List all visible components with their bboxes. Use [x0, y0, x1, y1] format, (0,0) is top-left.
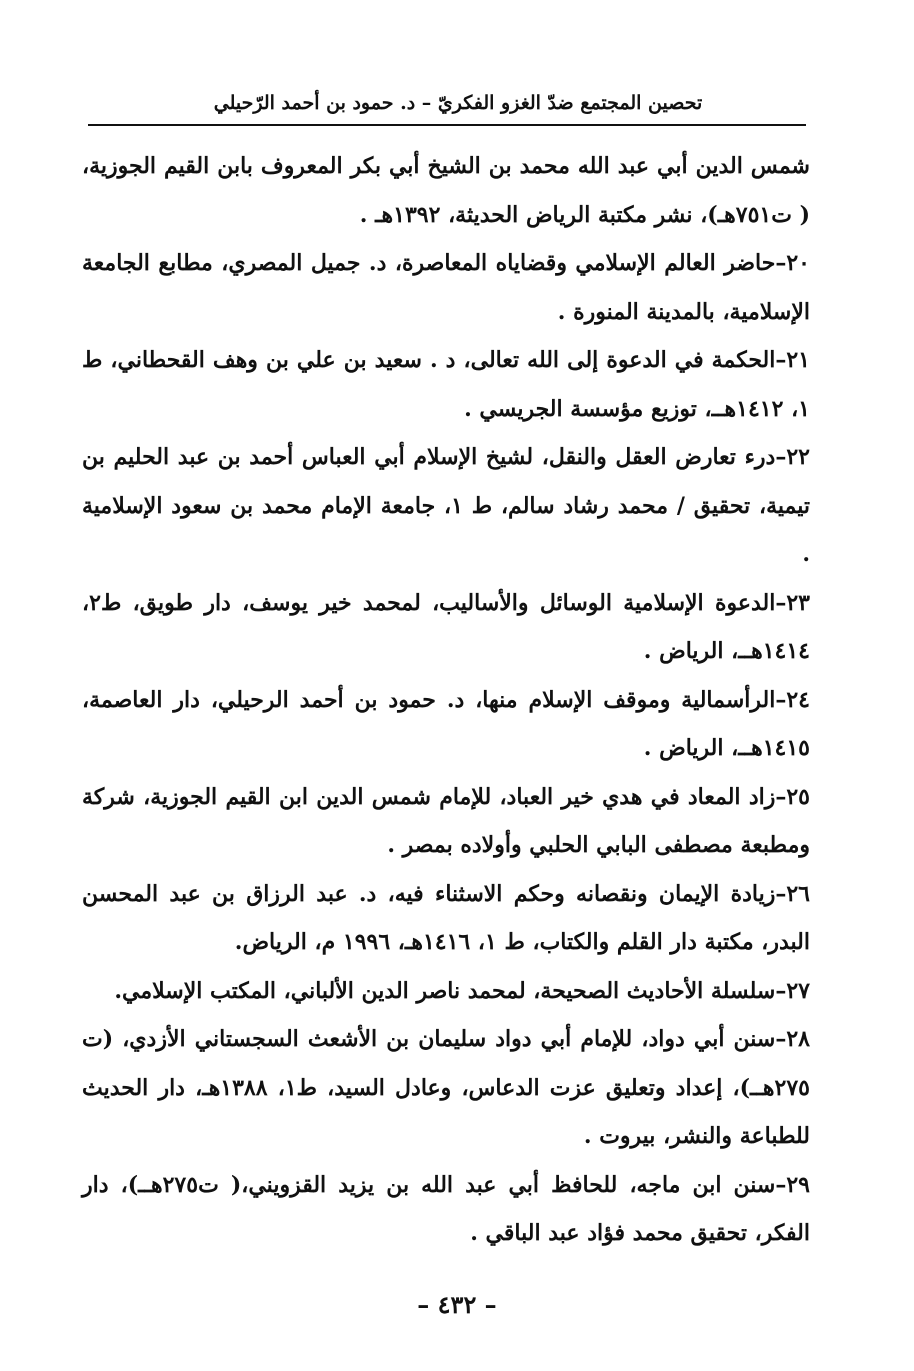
- entry-text: –الدعوة الإسلامية الوسائل والأساليب، لمحمد خير يوسف، دار طويق، ط٢، ١٤١٤هــ، الرياض .: [82, 589, 810, 664]
- entry-number: ٢٦: [786, 880, 810, 907]
- entry-text: –الحكمة في الدعوة إلى الله تعالى، د . سعيد بن علي بن وهف القحطاني، ط ١، ١٤١٢هــ، توزيع مؤسسة الجريسي .: [82, 347, 810, 422]
- bibliography-entry: [82, 142, 810, 239]
- header-divider: [88, 124, 806, 126]
- entry-number: ٢١: [786, 347, 810, 373]
- entry-number: ٢٢: [786, 444, 810, 470]
- entry-number: ٢٧: [786, 977, 810, 1004]
- bibliography-entry: [82, 870, 810, 967]
- running-header: تحصين المجتمع ضدّ الغزو الفكريّ – د. حمود بن أحمد الرّحيلي: [213, 92, 703, 114]
- entry-text: –حاضر العالم الإسلامي وقضاياه المعاصرة، د. جميل المصري، مطابع الجامعة الإسلامية، بالمدينة المنورة .: [82, 250, 810, 325]
- entry-text: –سنن ابن ماجه، للحافظ أبي عبد الله بن يزيد القزويني،( ت٢٧٥هــ)، دار الفكر، تحقيق محمد فؤاد عبد الباقي .: [82, 1171, 810, 1246]
- bibliography-entry: [82, 579, 810, 676]
- entry-text: –زيادة الإيمان ونقصانه وحكم الاسثناء فيه، د. عبد الرزاق بن عبد المحسن البدر، مكتبة دار القلم والكتاب، ط ١، ١٤١٦هـ، ١٩٩٦ م، الرياض.: [82, 880, 810, 955]
- bibliography-entry: [82, 239, 810, 336]
- bibliography-entry: [82, 773, 810, 870]
- bibliography-list: [82, 142, 810, 1258]
- bibliography-entry: [82, 1161, 810, 1258]
- bibliography-entry: [82, 1015, 810, 1161]
- entry-number: ٢٣: [786, 589, 810, 616]
- entry-text: –الرأسمالية وموقف الإسلام منها، د. حمود بن أحمد الرحيلي، دار العاصمة، ١٤١٥هــ، الرياض .: [82, 686, 810, 761]
- bibliography-entry: [82, 676, 810, 773]
- entry-number: ٢٠: [786, 250, 810, 276]
- bibliography-entry: [82, 433, 810, 579]
- entry-text: –درء تعارض العقل والنقل، لشيخ الإسلام أبي العباس أحمد بن عبد الحليم بن تيمية، تحقيق / محمد رشاد سالم، ط ١، جامعة الإمام محمد بن سعود الإسلامية .: [82, 444, 810, 567]
- entry-number: ٢٥: [786, 783, 810, 810]
- entry-number: ٢٩: [786, 1171, 810, 1198]
- entry-number: ٢٨: [786, 1026, 810, 1052]
- entry-text: –سلسلة الأحاديث الصحيحة، لمحمد ناصر الدين الألباني، المكتب الإسلامي.: [114, 977, 787, 1004]
- entry-text: –زاد المعاد في هدي خير العباد، للإمام شمس الدين ابن القيم الجوزية، شركة ومطبعة مصطفى البابي الحلبي وأولاده بمصر .: [82, 783, 810, 858]
- page-number: – ٤٣٢ –: [417, 1290, 497, 1319]
- bibliography-entry: [82, 967, 810, 1016]
- entry-number: ٢٤: [786, 686, 810, 713]
- bibliography-entry: [82, 336, 810, 433]
- entry-text: شمس الدين أبي عبد الله محمد بن الشيخ أبي بكر المعروف بابن القيم الجوزية، ( ت٧٥١هـ)، نشر مكتبة الرياض الحديثة، ١٣٩٢هـ .: [82, 153, 810, 228]
- entry-text: –سنن أبي دواد، للإمام أبي دواد سليمان بن الأشعث السجستاني الأزدي، (ت ٢٧٥هــ)، إعداد وتعليق عزت الدعاس، وعادل السيد، ط١، ١٣٨٨هـ، دار الحديث للطباعة والنشر، بيروت .: [82, 1026, 810, 1149]
